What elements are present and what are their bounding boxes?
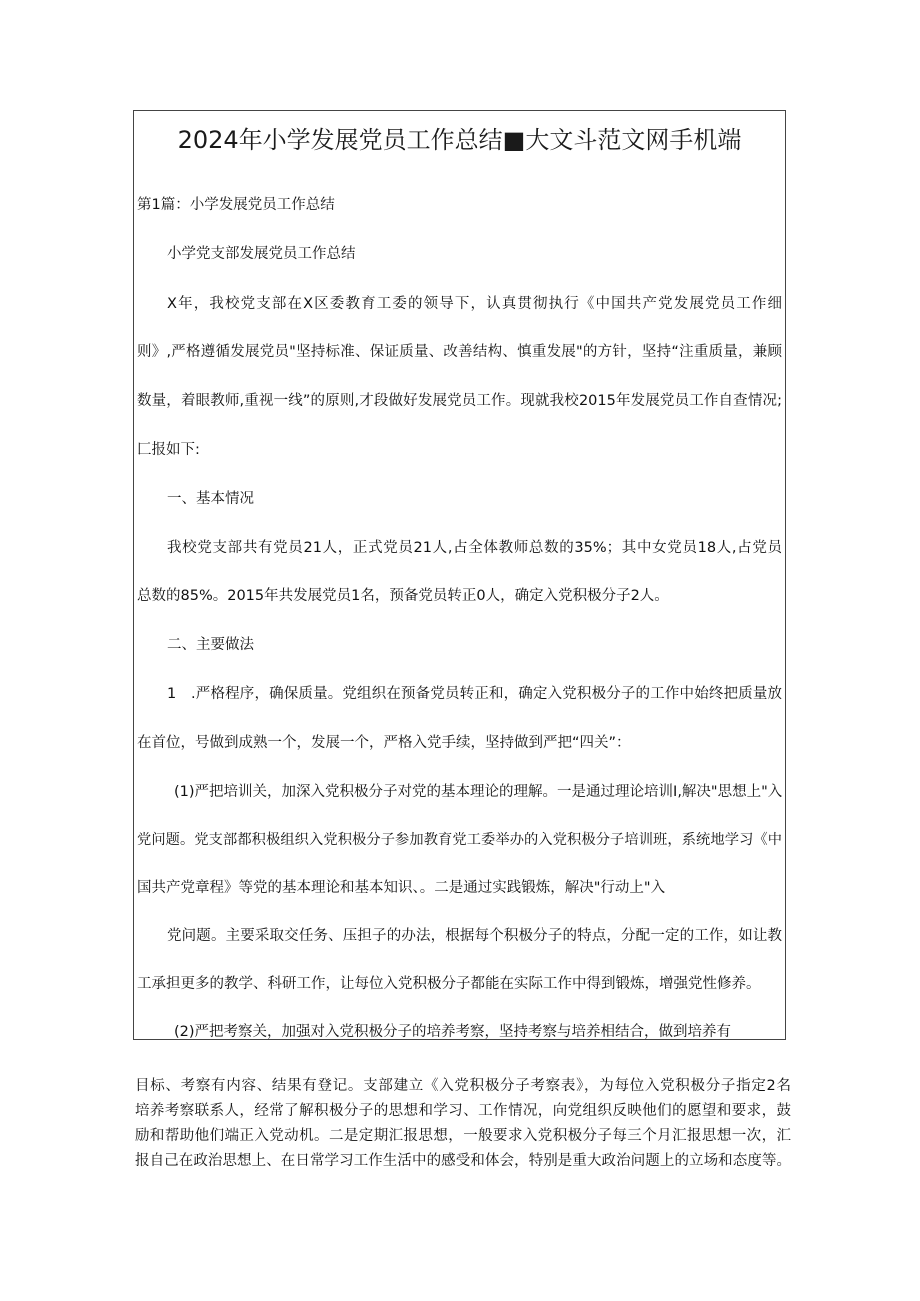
subtitle: 小学党支部发展党员工作总结 — [167, 246, 356, 262]
continuation-line: 培养考察联系人，经常了解积极分子的思想和学习、工作情况，向党组织反映他们的愿望和要求，鼓 — [135, 1103, 791, 1119]
sub1b-line: 工承担更多的教学、科研工作，让每位入党积极分子都能在实际工作中得到锻炼，增强党性修养。 — [137, 976, 761, 992]
chapter-heading: 第1篇：小学发展党员工作总结 — [137, 197, 335, 213]
document-title: 2024年小学发展党员工作总结■大文斗范文网手机端 — [177, 126, 742, 154]
sub1-line: (1)严把培训关，加深入党积极分子对党的基本理论的理解。一是通过理论培训I,解决"思想上"入 — [174, 784, 783, 800]
intro-line: X年，我校党支部在X区委教育工委的领导下，认真贯彻执行《中国共产党发展党员工作细 — [167, 296, 782, 312]
sub1-line: 党问题。党支部都积极组织入党积极分子参加教育党工委举办的入党积极分子培训班，系统地学习《中 — [137, 832, 782, 848]
section1-line: 总数的85%。2015年共发展党员1名，预备党员转正0人，确定入党积极分子2人。 — [137, 588, 669, 604]
item1-line: 1 .严格程序，确保质量。党组织在预备党员转正和，确定入党积极分子的工作中始终把质量放 — [167, 686, 782, 702]
sub1b-line: 党问题。主要采取交任务、压担子的办法，根据每个积极分子的特点，分配一定的工作，如让教 — [167, 928, 782, 944]
intro-line: 匚报如下: — [137, 442, 200, 458]
sub2-line: (2)严把考察关，加强对入党积极分子的培养考察，坚持考察与培养相结合，做到培养有 — [174, 1024, 732, 1040]
section-heading-basic: 一、基本情况 — [167, 491, 254, 507]
intro-line: 则》,严格遵循发展党员"坚持标准、保证质量、改善结构、慎重发展"的方针，坚持“注重质量，兼顾 — [137, 344, 782, 360]
continuation-line: 目标、考察有内容、结果有登记。支部建立《入党积极分子考察表》，为每位入党积极分子指定2名 — [135, 1078, 791, 1094]
section1-line: 我校党支部共有党员21人，正式党员21人,占全体教师总数的35%；其中女党员18人,占党员 — [167, 540, 782, 556]
section-heading-methods: 二、主要做法 — [167, 637, 254, 653]
item1-line: 在首位，号做到成熟一个，发展一个，严格入党手续，坚持做到严把“四关”： — [137, 735, 631, 751]
continuation-line: 励和帮助他们端正入党动机。二是定期汇报思想，一般要求入党积极分子每三个月汇报思想一次，汇 — [135, 1128, 791, 1144]
sub1-line: 国共产党章程》等党的基本理论和基本知识、。二是通过实践锻炼，解决"行动上"入 — [137, 880, 666, 896]
continuation-line: 报自己在政治思想上、在日常学习工作生活中的感受和体会，特别是重大政治问题上的立场和态度等。 — [135, 1153, 791, 1169]
intro-line: 数量，着眼教师,重视一线”的原则,才段做好发展党员工作。现就我校2015年发展党员工作自查情况; — [137, 393, 782, 409]
